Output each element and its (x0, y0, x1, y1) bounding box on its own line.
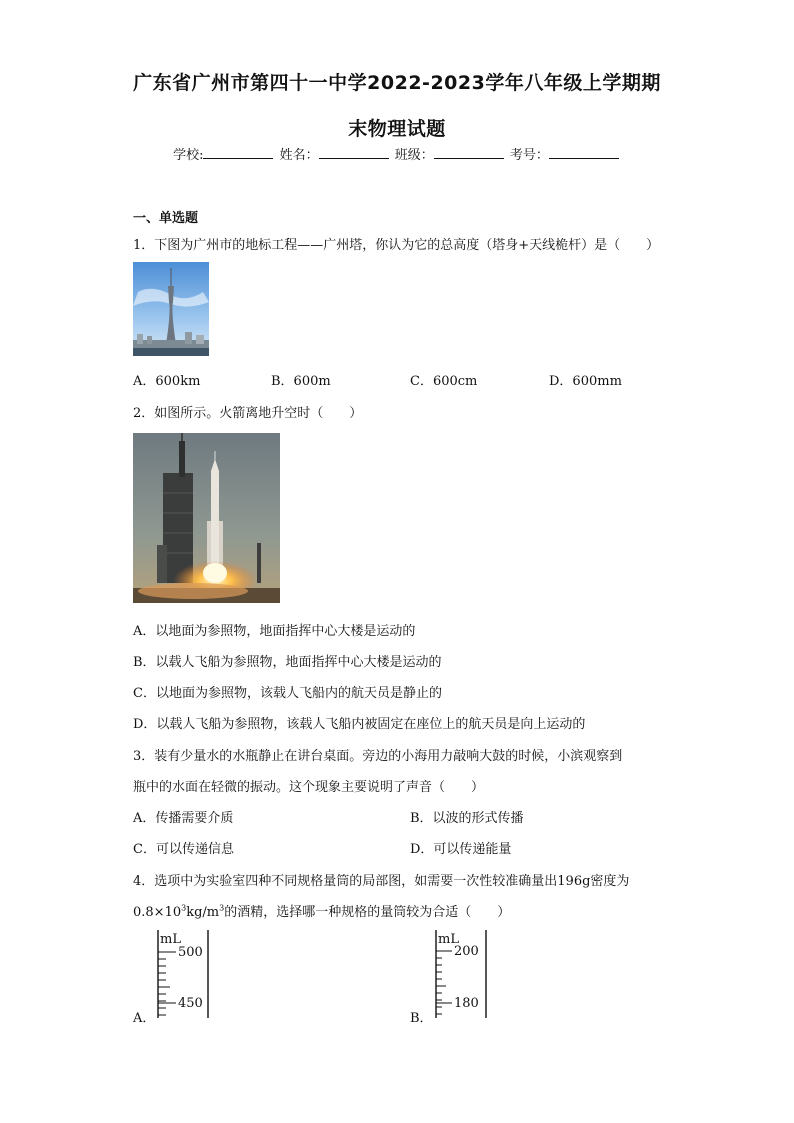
school-label: 学校: (173, 148, 204, 163)
question-3-stem-line-1: 3．装有少量水的水瓶静止在讲台桌面。旁边的小海用力敲响大鼓的时候，小滨观察到 (133, 749, 623, 764)
question-4-stem-line-2: $0.8\times 10^3kg/m^3$的酒精，选择哪一种规格的量筒较为合适（ ） (133, 903, 511, 920)
question-4-stem-line-1: 4．选项中为实验室四种不同规格量筒的局部图，如需要一次性较准确量出196g密度为 (133, 874, 630, 889)
number-label: 考号： (509, 148, 549, 163)
cylinder-b-top-mark: 200 (454, 944, 479, 959)
school-blank[interactable] (203, 146, 273, 159)
question-1-option-a[interactable]: A．600km (133, 374, 201, 389)
canton-tower-photo (133, 262, 209, 356)
question-3-option-a[interactable]: A．传播需要介质 (133, 811, 234, 826)
question-1-stem: 1．下图为广州市的地标工程——广州塔，你认为它的总高度（塔身+天线桅杆）是（ ） (133, 238, 660, 253)
exam-title-line-2: 末物理试题 (348, 118, 446, 140)
name-blank[interactable] (319, 146, 389, 159)
question-3-option-c[interactable]: C．可以传递信息 (133, 842, 234, 857)
cylinder-a-diagram (154, 928, 214, 1020)
question-1-option-d[interactable]: D．600mm (549, 374, 622, 389)
question-4-option-b-letter[interactable]: B． (410, 1011, 433, 1026)
section-heading: 一、单选题 (133, 211, 199, 226)
question-2-stem: 2．如图所示。火箭离地升空时（ ） (133, 406, 363, 421)
question-2-option-b[interactable]: B．以载人飞船为参照物，地面指挥中心大楼是运动的 (133, 655, 442, 670)
rocket-launch-photo (133, 433, 280, 603)
question-2-option-d[interactable]: D．以载人飞船为参照物，该载人飞船内被固定在座位上的航天员是向上运动的 (133, 717, 586, 732)
exam-title-line-1: 广东省广州市第四十一中学2022-2023学年八年级上学期期 (133, 72, 661, 94)
cylinder-a-bottom-mark: 450 (178, 996, 203, 1011)
class-label: 班级： (394, 148, 434, 163)
question-4-option-a-letter[interactable]: A． (133, 1011, 156, 1026)
question-1-option-b[interactable]: B．600m (271, 374, 331, 389)
question-2-option-a[interactable]: A．以地面为参照物，地面指挥中心大楼是运动的 (133, 624, 416, 639)
cylinder-b-diagram (432, 928, 492, 1020)
cylinder-b-unit: mL (438, 932, 459, 947)
name-label: 姓名： (279, 148, 319, 163)
question-3-option-d[interactable]: D．可以传递能量 (410, 842, 512, 857)
question-2-option-c[interactable]: C．以地面为参照物，该载人飞船内的航天员是静止的 (133, 686, 442, 701)
number-blank[interactable] (549, 146, 619, 159)
question-1-option-c[interactable]: C．600cm (410, 374, 478, 389)
class-blank[interactable] (434, 146, 504, 159)
question-3-option-b[interactable]: B．以波的形式传播 (410, 811, 524, 826)
question-3-stem-line-2: 瓶中的水面在轻微的振动。这个现象主要说明了声音（ ） (133, 780, 485, 795)
cylinder-b-bottom-mark: 180 (454, 996, 479, 1011)
student-info-row (0, 144, 794, 163)
cylinder-a-unit: mL (160, 932, 181, 947)
cylinder-a-top-mark: 500 (178, 945, 203, 960)
